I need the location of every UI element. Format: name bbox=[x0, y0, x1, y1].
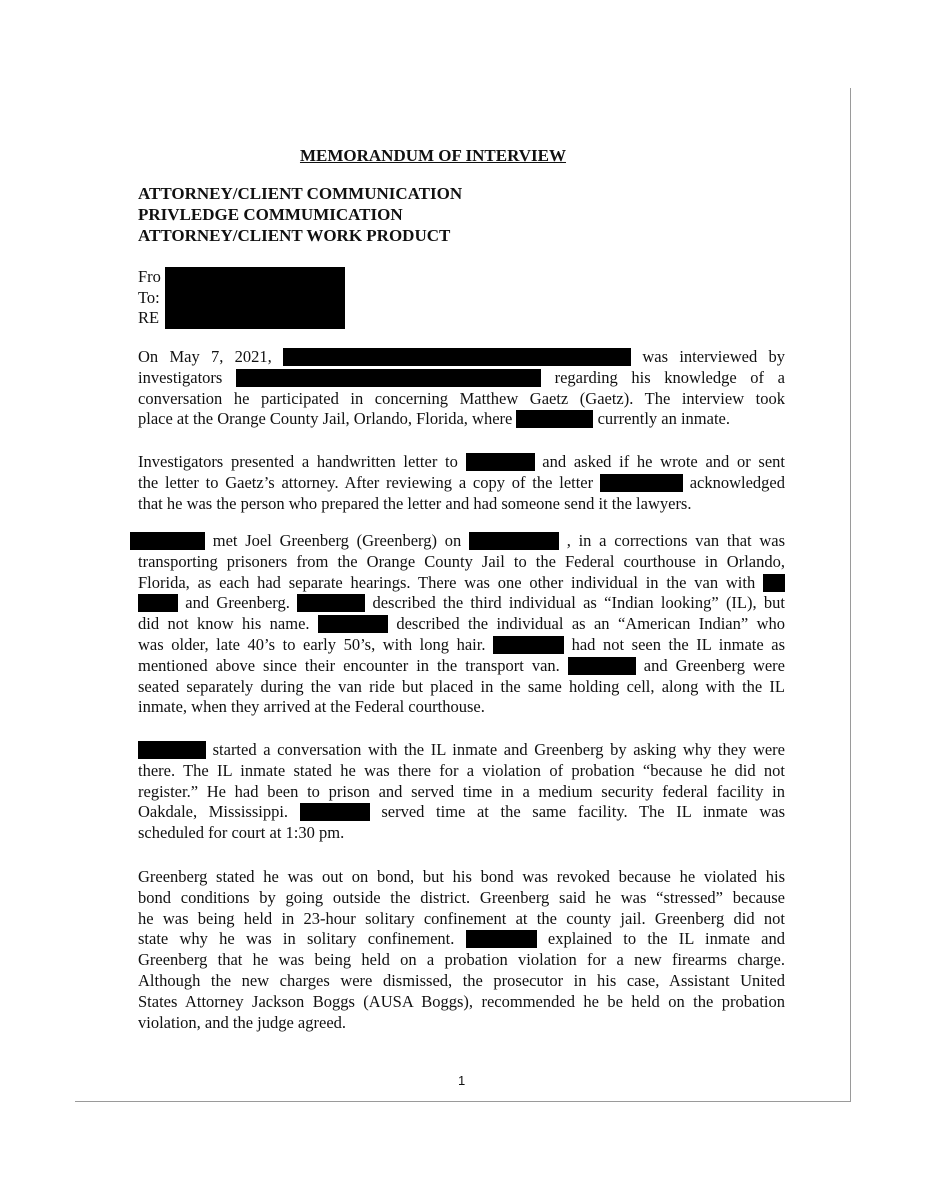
text-line bbox=[138, 389, 785, 410]
text-line bbox=[138, 888, 785, 909]
text-segment: had not seen the IL inmate as bbox=[571, 634, 786, 654]
redaction-box bbox=[763, 574, 785, 592]
text-line bbox=[138, 473, 785, 494]
text-segment: was older, late 40’s to early 50’s, with long hair. bbox=[138, 634, 486, 654]
text-line bbox=[138, 697, 785, 718]
re-label: RE bbox=[138, 308, 160, 328]
paragraph bbox=[138, 867, 785, 1033]
text-segment: Florida, as each had separate hearings. There was one other individual in the van with bbox=[138, 572, 756, 592]
text-line bbox=[138, 573, 785, 594]
to-label: To: bbox=[138, 287, 160, 307]
text-line bbox=[138, 971, 785, 992]
redaction-box bbox=[283, 348, 631, 366]
paragraph bbox=[138, 347, 785, 430]
redaction-box bbox=[318, 615, 388, 633]
redaction-box bbox=[138, 594, 178, 612]
text-segment: and asked if he wrote and or sent bbox=[542, 452, 786, 471]
text-segment: explained to the IL inmate and bbox=[547, 929, 785, 949]
text-segment: transporting prisoners from the Orange County Jail to the Federal courthouse in Orlando, bbox=[138, 551, 785, 571]
text-line bbox=[138, 823, 785, 844]
redaction-box bbox=[516, 410, 593, 428]
text-line bbox=[138, 635, 785, 656]
paragraph bbox=[138, 452, 785, 514]
text-segment: currently an inmate. bbox=[597, 409, 730, 429]
text-segment: described the third individual as “Indian looking” (IL), but bbox=[372, 593, 786, 613]
text-segment: bond conditions by going outside the district. Greenberg said he was “stressed” because bbox=[138, 887, 785, 907]
text-segment: acknowledged bbox=[689, 472, 785, 492]
redaction-box bbox=[466, 453, 535, 471]
text-line bbox=[138, 614, 785, 635]
text-line bbox=[138, 656, 785, 677]
text-segment: Oakdale, Mississippi. bbox=[138, 802, 289, 822]
text-segment: seated separately during the van ride but placed in the same holding cell, along with the IL bbox=[138, 676, 785, 696]
text-line bbox=[138, 368, 785, 389]
text-segment: conversation he participated in concerning Matthew Gaetz (Gaetz). The interview took bbox=[138, 388, 785, 408]
text-line bbox=[138, 929, 785, 950]
text-segment: state why he was in solitary confinement. bbox=[138, 929, 455, 949]
text-segment: regarding his knowledge of a bbox=[554, 367, 785, 387]
redaction-box bbox=[130, 532, 205, 550]
text-segment: investigators bbox=[138, 367, 223, 387]
paragraph bbox=[138, 531, 785, 718]
text-segment: register.” He had been to prison and served time in a medium security federal facility in bbox=[138, 781, 785, 801]
text-segment: there. The IL inmate stated he was there for a violation of probation “because he did not bbox=[138, 760, 785, 780]
text-line bbox=[138, 452, 785, 473]
text-segment: inmate, when they arrived at the Federal courthouse. bbox=[138, 697, 485, 717]
text-line bbox=[138, 593, 785, 614]
text-line bbox=[138, 782, 785, 803]
redaction-box bbox=[300, 803, 370, 821]
text-segment: met Joel Greenberg (Greenberg) on bbox=[212, 531, 462, 550]
text-line bbox=[138, 494, 785, 515]
text-line bbox=[138, 409, 785, 430]
redaction-box bbox=[236, 369, 541, 387]
header-line: PRIVLEDGE COMMUMICATION bbox=[138, 204, 403, 224]
text-line bbox=[138, 740, 785, 761]
text-line bbox=[138, 992, 785, 1013]
text-line bbox=[138, 347, 785, 368]
text-line bbox=[138, 802, 785, 823]
text-segment: started a conversation with the IL inmate and Greenberg by asking why they were bbox=[212, 740, 786, 759]
routing-block bbox=[138, 267, 161, 329]
text-segment: violation, and the judge agreed. bbox=[138, 1012, 347, 1032]
text-line bbox=[138, 761, 785, 782]
paragraph bbox=[138, 740, 785, 844]
redaction-box bbox=[493, 636, 564, 654]
text-segment: was interviewed by bbox=[642, 347, 785, 366]
redaction-box bbox=[600, 474, 683, 492]
redaction-box bbox=[297, 594, 365, 612]
redaction-box bbox=[568, 657, 636, 675]
page-number: 1 bbox=[458, 1073, 466, 1088]
text-segment: Greenberg stated he was out on bond, but his bond was revoked because he violated his bbox=[138, 867, 785, 886]
header-line: ATTORNEY/CLIENT COMMUNICATION bbox=[138, 184, 463, 203]
text-segment: , in a corrections van that was bbox=[566, 531, 786, 550]
text-line bbox=[138, 531, 785, 552]
text-segment: scheduled for court at 1:30 pm. bbox=[138, 823, 345, 843]
text-line bbox=[138, 867, 785, 888]
text-line bbox=[138, 552, 785, 573]
text-line bbox=[138, 677, 785, 698]
redaction-box bbox=[138, 741, 206, 759]
text-segment: On May 7, 2021, bbox=[138, 347, 272, 366]
text-segment: Greenberg that he was being held on a probation violation for a new firearms charge. bbox=[138, 950, 785, 970]
text-segment: he was being held in 23-hour solitary confinement at the county jail. Greenberg did not bbox=[138, 908, 785, 928]
text-segment: States Attorney Jackson Boggs (AUSA Boggs), recommended he be held on the probation bbox=[138, 991, 785, 1011]
document-title: MEMORANDUM OF INTERVIEW bbox=[299, 146, 567, 165]
text-segment: that he was the person who prepared the letter and had someone send it the lawyers. bbox=[138, 493, 692, 513]
page-border-right bbox=[850, 88, 851, 1101]
page-border-bottom bbox=[75, 1101, 851, 1102]
redaction-box bbox=[469, 532, 559, 550]
text-line bbox=[138, 1013, 785, 1034]
privilege-headers bbox=[138, 184, 462, 246]
text-line bbox=[138, 909, 785, 930]
text-segment: the letter to Gaetz’s attorney. After reviewing a copy of the letter bbox=[138, 472, 594, 492]
text-segment: did not know his name. bbox=[138, 614, 310, 634]
text-segment: Investigators presented a handwritten letter to bbox=[138, 452, 458, 471]
text-segment: Although the new charges were dismissed, the prosecutor in his case, Assistant United bbox=[138, 970, 785, 990]
text-segment: mentioned above since their encounter in the transport van. bbox=[138, 655, 560, 675]
text-segment: place at the Orange County Jail, Orlando, Florida, where bbox=[138, 409, 513, 429]
text-segment: described the individual as an “American Indian” who bbox=[396, 614, 786, 634]
text-segment: and Greenberg. bbox=[185, 593, 290, 613]
text-segment: and Greenberg were bbox=[643, 655, 785, 675]
redaction-box bbox=[466, 930, 537, 948]
from-label: Fro bbox=[138, 267, 161, 286]
text-line bbox=[138, 950, 785, 971]
redaction-box bbox=[165, 267, 345, 329]
text-segment: served time at the same facility. The IL inmate was bbox=[381, 802, 786, 822]
header-line: ATTORNEY/CLIENT WORK PRODUCT bbox=[138, 225, 451, 245]
